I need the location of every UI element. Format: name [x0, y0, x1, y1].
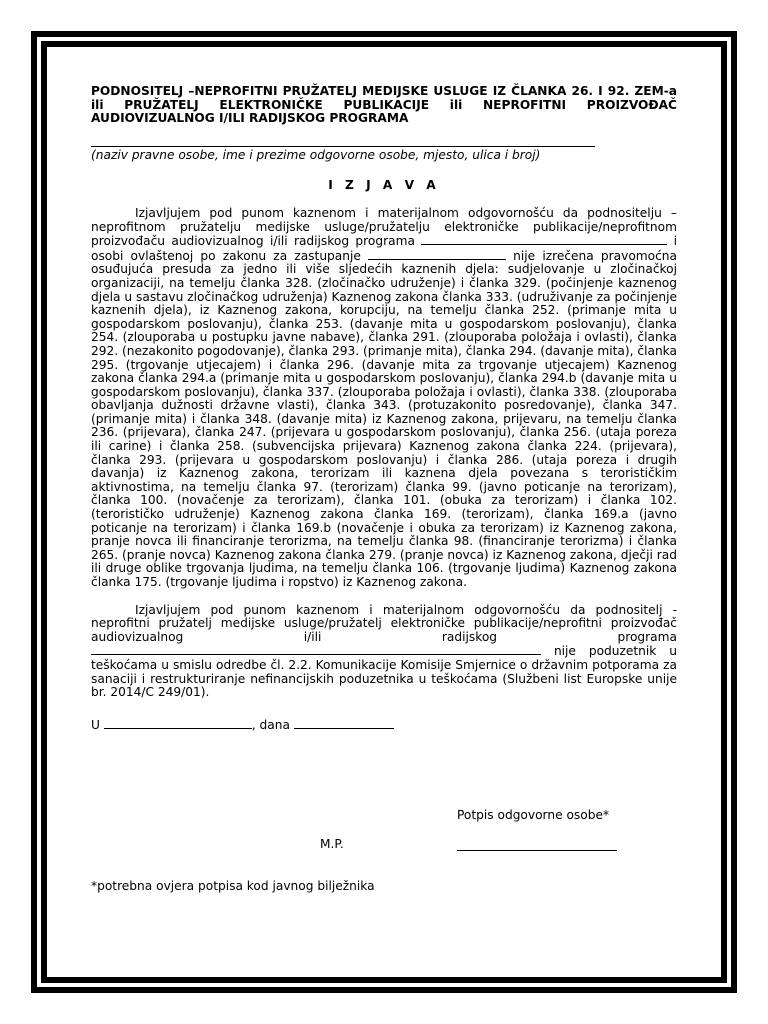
date-field[interactable] — [294, 718, 394, 729]
document-heading: PODNOSITELJ –NEPROFITNI PRUŽATELJ MEDIJSKE USLUGE IZ ČLANKA 26. I 92. ZEM-a ili PRUŽATELJ ELEKTRONIČKE PUBLIKACIJE ili NEPROFITNI PROIZVOĐAČ AUDIOVIZUALNOG I/ILI RADIJSKOG PROGRAMA — [91, 84, 677, 126]
program-name-field-2[interactable] — [91, 644, 541, 655]
applicant-name-line[interactable] — [91, 146, 595, 147]
statement-1-part-c: nije izrečena pravomoćna osuđujuća presuda za jedno ili više sljedećih kaznenih djela: sudjelovanje u zločinačkoj organizaciji, na temelju članka 328. (zločinačko udruženje) i članka 329. (počinjenje kaznenog djela u sastavu zločinačkog udruženja) Kaznenog zakona članka 333. (udruživanje za počinjenje kaznenih djela), iz Kaznenog zakona, korupciju, na temelju članka 252. (primanje mita u gospodarskom poslovanju), članka 253. (davanje mita u gospodarskom poslovanju), članka 254. (zlouporaba u postupku javne nabave), članka 291. (zlouporaba položaja i ovlasti), članka 292. (nezakonito pogodovanje), članka 293. (primanje mita), članka 294. (davanje mita), članka 295. (trgovanje utjecajem) i članka 296. (davanje mita za trgovanje utjecajem) Kaznenog zakona članka 294.a (primanje mita u gospodarskom poslovanju), članka 294.b (davanje mita u gospodarskom poslovanju), članka 337. (zlouporaba položaja i ovlasti), članka 338. (zlouporaba obavljanja dužnosti državne vlasti), članka 343. (protuzakonito posredovanje), članka 347. (primanje mita) i članka 348. (davanje mita) iz Kaznenog zakona, prijevaru, na temelju članka 236. (prijevara), članka 247. (prijevara u gospodarskom poslovanju), članka 256. (utaja poreza ili carine) i članka 258. (subvencijska prijevara) Kaznenog zakona članka 224. (prijevara), članka 293. (prijevara u gospodarskom poslovanju) i članka 286. (utaja poreza i drugih davanja) iz Kaznenog zakona, terorizam ili kaznena djela povezana s terorističkim aktivnostima, na temelju članka 97. (terorizam) članka 99. (javno poticanje na terorizam), članka 100. (novačenje za terorizam), članka 101. (obuka za terorizam) i članka 102. (terorističko udruženje) Kaznenog zakona članka 169. (terorizam), članka 169.a (javno poticanje na terorizam) i članka 169.b (novačenje i obuka za terorizam) iz Kaznenog zakona, pranje novca ili financiranje terorizma, na temelju članka 98. (financiranje terorizma) i članka 265. (pranje novca) Kaznenog zakona članka 279. (pranje novca) iz Kaznenog zakona, dječji rad ili druge oblike trgovanja ljudima, na temelju članka 106. (trgovanje ljudima) Kaznenog zakona članka 175. (trgovanje ljudima i ropstvo) iz Kaznenog zakona. — [91, 248, 677, 589]
place-field[interactable] — [104, 718, 252, 729]
document-page — [47, 47, 721, 977]
footnote: *potrebna ovjera potpisa kod javnog bilježnika — [91, 879, 375, 893]
program-name-field[interactable] — [421, 234, 667, 245]
signature-label: Potpis odgovorne osobe* — [457, 808, 610, 822]
signature-line[interactable] — [457, 850, 617, 851]
date-label: , dana — [251, 717, 290, 732]
place-date-line — [91, 718, 677, 733]
document-title: I Z J A V A — [328, 178, 440, 193]
statement-2-part-a: Izjavljujem pod punom kaznenom i materijalnom odgovornošću da podnositelj - neprofitni pružatelj medijske usluge/pružatelj elektroničke publikacije/neprofitni proizvođač audiovizualnog i/ili radijskog programa — [91, 602, 677, 644]
statement-2-part-b: nije poduzetnik u teškoćama u smislu odredbe čl. 2.2. Komunikacije Komisije Smjernice o državnim potporama za sanaciji i restrukturiranje nefinancijskih poduzetnika u teškoćama (Službeni list Europske unije br. 2014/C 249/01). — [91, 644, 678, 700]
applicant-caption: (naziv pravne osobe, ime i prezime odgovorne osobe, mjesto, ulica i broj) — [91, 147, 541, 162]
place-prefix: U — [91, 717, 100, 732]
stamp-label: M.P. — [320, 837, 344, 851]
statement-1-part-b: i osobi ovlaštenoj po zakonu za zastupanje — [91, 234, 678, 263]
document-content — [91, 85, 677, 732]
representative-field[interactable] — [368, 249, 506, 260]
statement-paragraph-1 — [91, 207, 677, 590]
statement-paragraph-2 — [91, 604, 677, 700]
statement-1-part-a: Izjavljujem pod punom kaznenom i materijalnom odgovornošću da podnositelju – neprofitnom pružatelju medijske usluge/pružatelju elektroničke publikacije/neprofitnom proizvođaču audiovizualnog i/ili radijskog programa — [91, 205, 677, 249]
